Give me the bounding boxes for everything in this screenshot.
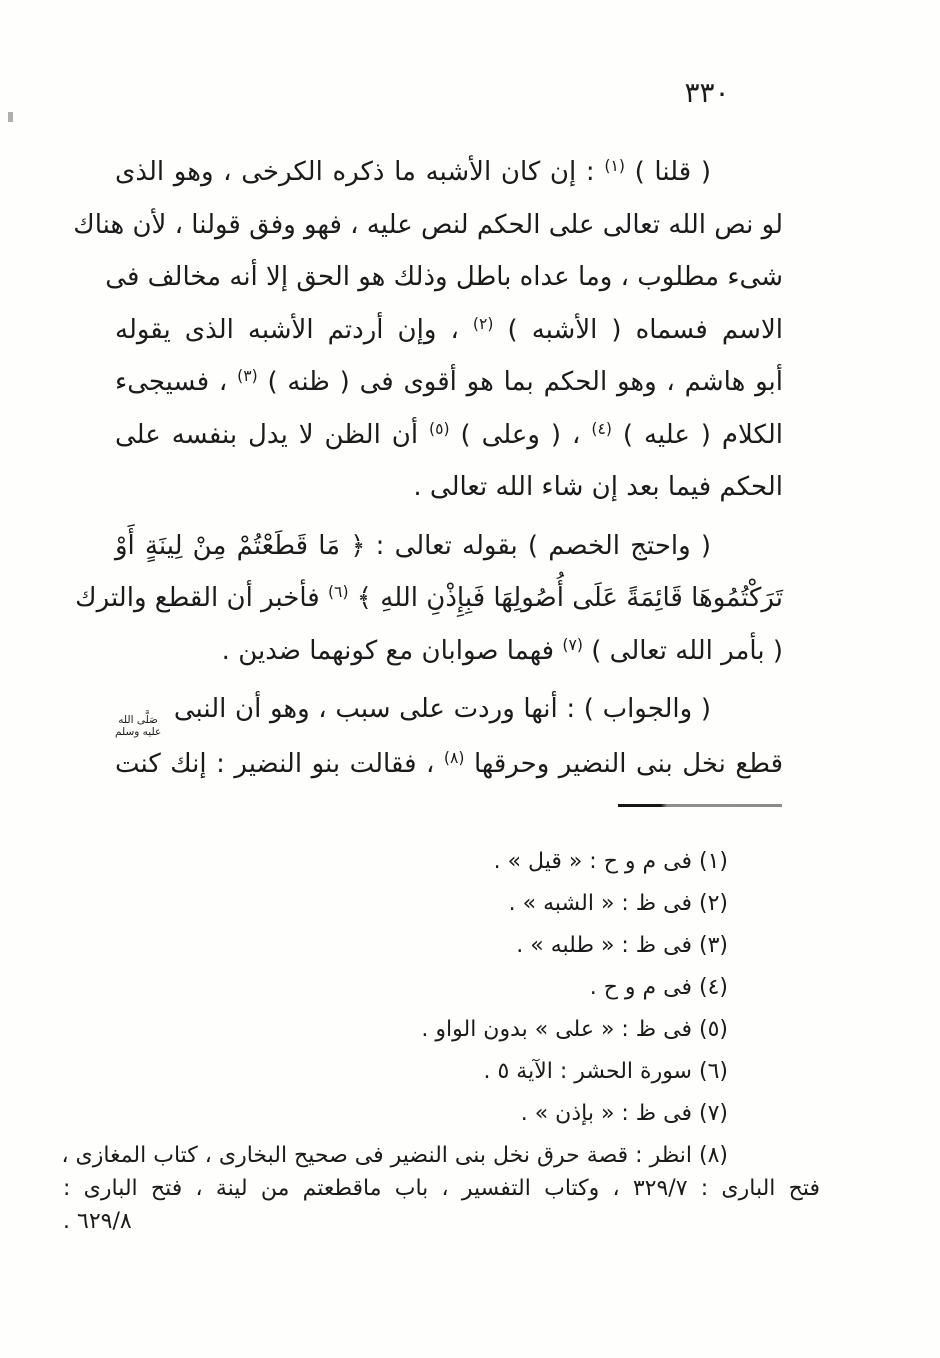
footnote-ref: (٥) [429,419,450,438]
footnote-ref: (٤) [591,419,612,438]
footnote-line: (٥) فى ظ : « على » بدون الواو . [421,1017,728,1042]
footnote-separator [618,804,782,807]
body-line: ( واحتج الخصم ) بقوله تعالى : ﴿ مَا قَطَعْتُمْ مِنْ لِينَةٍ أَوْ [115,530,711,561]
footnote-line: (٢) فى ظ : « الشبه » . [508,891,728,916]
body-line: ( قلنا ) $^{(١)}$ : إن كان الأشبه ما ذكره الكرخى ، وهو الذى [115,157,712,187]
scan-speck [8,112,13,122]
footnote-line: (٨) انظر : قصة حرق نخل بنى النضير فى صحيح البخارى ، كتاب المغازى ، [61,1143,728,1168]
footnote-ref: (١) [604,157,625,175]
pbuh-mark: صَلَّى الله عليه وسلم [115,714,162,738]
page-number: ٣٣٠ [684,76,730,109]
footnote-line: ٦٢٩/٨ . [63,1209,132,1234]
footnote-ref: (٨) [443,749,465,767]
body-line: لو نص الله تعالى على الحكم لنص عليه ، فهو وفق قولنا ، لأن هناك [73,209,783,240]
footnote-line: فتح البارى : ٣٢٩/٧ ، وكتاب التفسير ، باب ماقطعتم من لينة ، فتح البارى : [63,1176,820,1201]
body-text [73,146,784,791]
footnotes [61,845,820,1238]
body-line: أبو هاشم ، وهو الحكم بما هو أقوى فى ( ظنه ) $^{(٣)}$ ، فسيجىء [115,367,783,397]
body-line: ( والجواب ) : أنها وردت على سبب ، وهو أن النبى صَلَّى الله عليه وسلم [115,694,711,738]
footnote-ref: (٧) [562,635,583,654]
body-line: ( بأمر الله تعالى ) $^{(٧)}$ فهما صوابان مع كونهما ضدين . [221,635,783,666]
footnote-line: (٤) فى م و ح . [589,975,728,1000]
footnote-line: (٦) سورة الحشر : الآية ٥ . [483,1059,728,1084]
body-line: الكلام ( عليه ) $^{(٤)}$ ، ( وعلى ) $^{(٥)}$ أن الظن لا يدل بنفسه على [115,419,784,450]
paragraph [75,520,783,678]
body-line: قطع نخل بنى النضير وحرقها $^{(٨)}$ ، فقالت بنو النضير : إنك كنت [115,749,784,779]
body-line: الاسم فسماه ( الأشبه ) $^{(٢)}$ ، وإن أردتم الأشبه الذى يقوله [115,314,783,345]
footnote-line: (١) فى م و ح : « قيل » . [493,849,728,874]
footnote-ref: (٣) [237,367,258,385]
footnote-line: (٣) فى ظ : « طلبه » . [516,933,728,958]
body-line: تَرَكْتُمُوهَا قَائِمَةً عَلَى أُصُولِهَا فَبِإِذْنِ اللهِ ﴾ $^{(٦)}$ فأخبر أن القطع والترك [75,583,783,613]
paragraph [73,146,784,514]
paragraph [115,683,783,791]
footnote-line: (٧) فى ظ : « بإذن » . [520,1101,728,1126]
footnote-ref: (٢) [472,314,494,333]
body-line: شىء مطلوب ، وما عداه باطل وذلك هو الحق إلا أنه مخالف فى [105,262,783,292]
body-line: الحكم فيما بعد إن شاء الله تعالى . [413,472,783,502]
footnote-ref: (٦) [327,583,349,601]
